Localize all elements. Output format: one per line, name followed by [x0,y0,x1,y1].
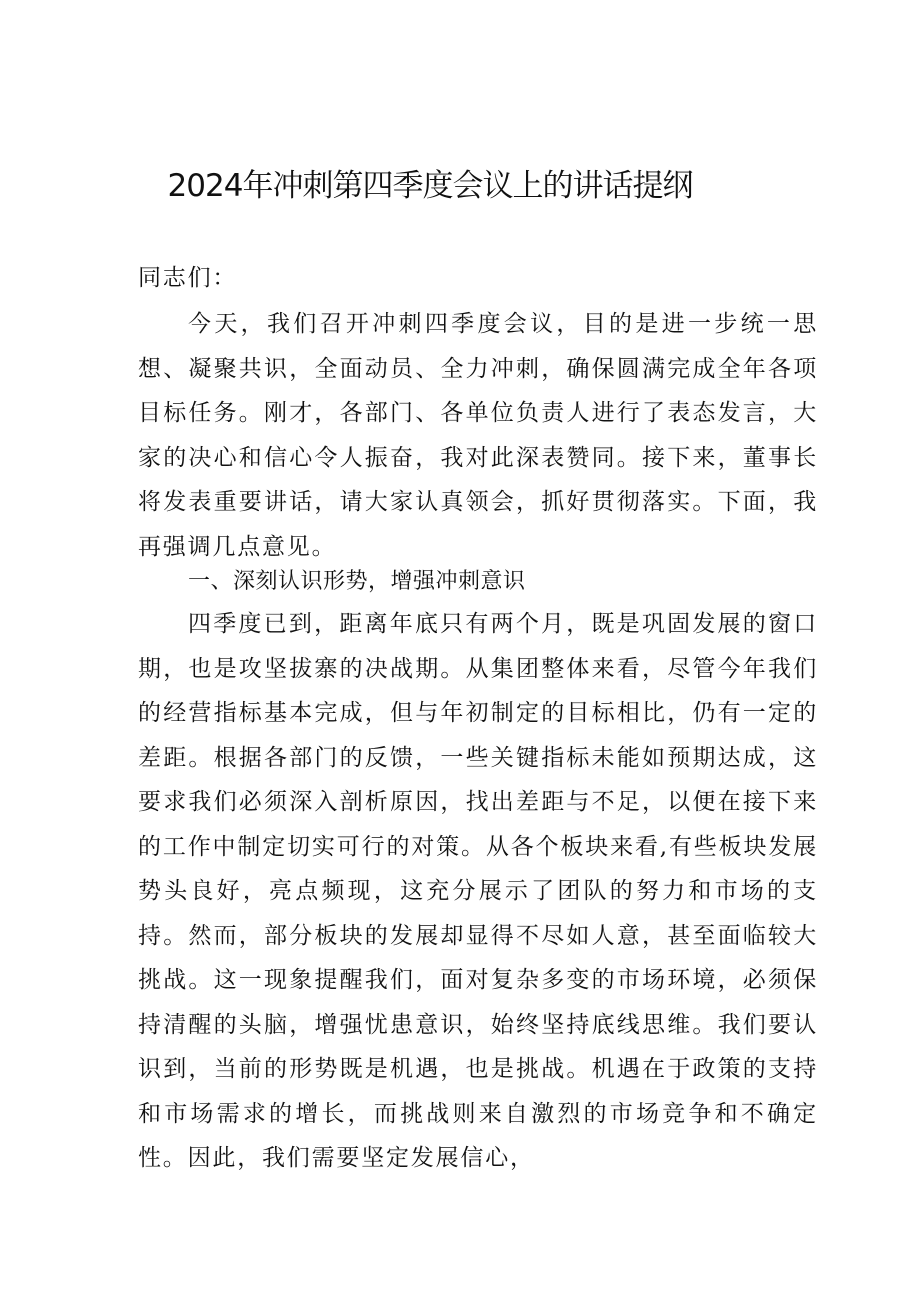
salutation: 同志们： [138,265,238,291]
section-heading-1: 一、深刻认识形势，增强冲刺意识 [188,569,526,594]
paragraph-situation: 四季度已到，距离年底只有两个月，既是巩固发展的窗口期，也是攻坚拔寨的决战期。从集团整体来看，尽管今年我们的经营指标基本完成，但与年初制定的目标相比，仍有一定的差距。根据各部门的反馈，一些关键指标未能如预期达成，这要求我们必须深入剖析原因，找出差距与不足，以便在接下来的工作中制定切实可行的对策。从各个板块来看,有些板块发展势头良好，亮点频现，这充分展示了团队的努力和市场的支持。然而，部分板块的发展却显得不尽如人意，甚至面临较大挑战。这一现象提醒我们，面对复杂多变的市场环境，必须保持清醒的头脑，增强忧患意识，始终坚持底线思维。我们要认识到，当前的形势既是机遇，也是挑战。机遇在于政策的支持和市场需求的增长，而挑战则来自激烈的市场竞争和不确定性。因此，我们需要坚定发展信心， [138,611,818,1171]
paragraph-opening: 今天，我们召开冲刺四季度会议，目的是进一步统一思想、凝聚共识，全面动员、全力冲刺，确保圆满完成全年各项目标任务。刚才，各部门、各单位负责人进行了表态发言，大家的决心和信心令人振奋，我对此深表赞同。接下来，董事长将发表重要讲话，请大家认真领会，抓好贯彻落实。下面，我再强调几点意见。 [138,311,818,560]
document-title: 2024年冲刺第四季度会议上的讲话提纲 [167,168,693,204]
